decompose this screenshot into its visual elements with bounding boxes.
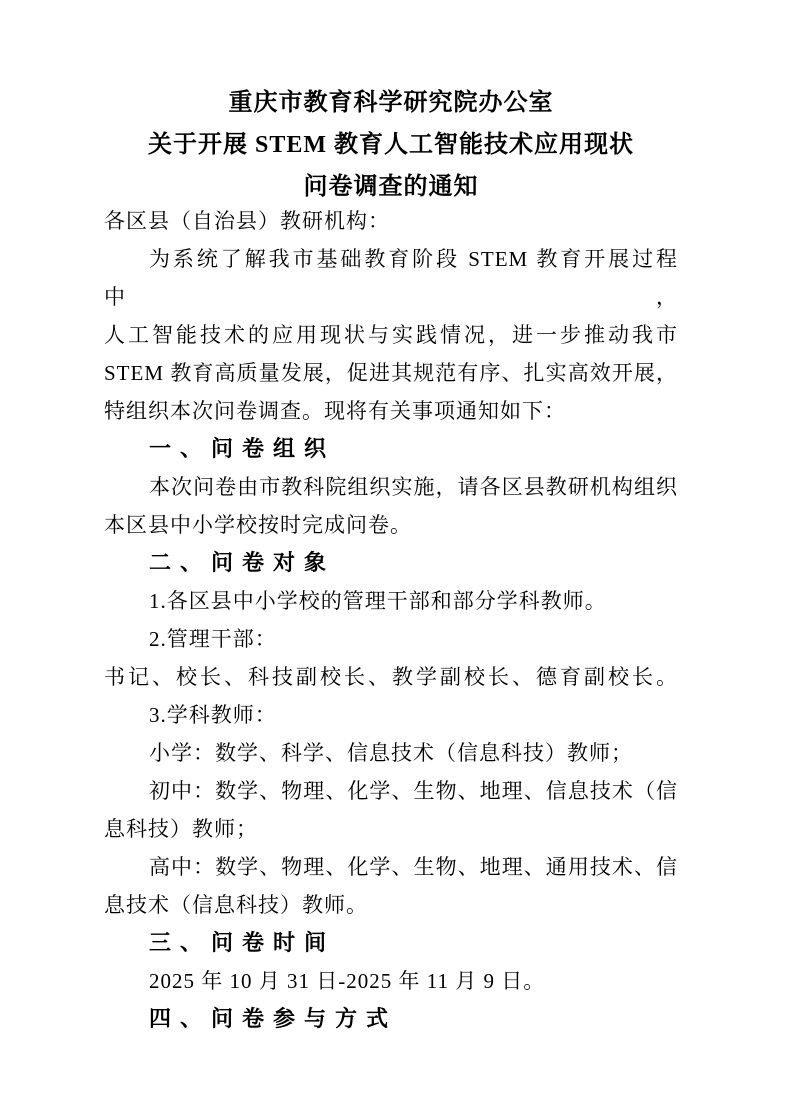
body-text-line: 初中：数学、物理、化学、生物、地理、信息技术（信	[149, 779, 678, 803]
title-line-1: 重庆市教育科学研究院办公室	[228, 90, 554, 116]
title-line-2: 关于开展 STEM 教育人工智能技术应用现状	[147, 132, 634, 158]
section-heading: 二、问卷对象	[149, 550, 336, 575]
body-text-line: 书记、校长、科技副校长、教学副校长、德育副校长。	[104, 665, 678, 689]
body-text-line: 高中：数学、物理、化学、生物、地理、通用技术、信	[149, 855, 678, 879]
body-text-line: 3.学科教师：	[149, 703, 277, 727]
body-text-line: 为系统了解我市基础教育阶段 STEM 教育开展过程中，	[104, 247, 678, 309]
section-heading: 四、问卷参与方式	[149, 1006, 398, 1031]
body-text-line: 1.各区县中小学校的管理干部和部分学科教师。	[149, 589, 607, 613]
body-text-line: 特组织本次问卷调查。现将有关事项通知如下：	[104, 399, 566, 423]
body-text-line: 本区县中小学校按时完成问卷。	[104, 513, 412, 537]
body-text-line: 各区县（自治县）教研机构：	[104, 209, 390, 233]
document-title	[104, 82, 678, 208]
title-line-3: 问卷调查的通知	[303, 174, 479, 200]
body-text-line: 2.管理干部：	[149, 627, 277, 651]
body-text-line: 2025 年 10 月 31 日-2025 年 11 月 9 日。	[149, 969, 546, 993]
body-text-line: 息技术（信息科技）教师。	[104, 893, 368, 917]
body-text-line: 人工智能技术的应用现状与实践情况，进一步推动我市	[104, 323, 678, 347]
body-text-line: 小学：数学、科学、信息技术（信息科技）教师；	[149, 741, 633, 765]
section-heading: 一、问卷组织	[149, 436, 336, 461]
document-body	[104, 202, 678, 1038]
body-text-line: 本次问卷由市教科院组织实施，请各区县教研机构组织	[149, 475, 678, 499]
body-text-line: STEM 教育高质量发展，促进其规范有序、扎实高效开展，	[104, 361, 678, 385]
section-heading: 三、问卷时间	[149, 930, 336, 955]
body-text-line: 息科技）教师；	[104, 817, 258, 841]
